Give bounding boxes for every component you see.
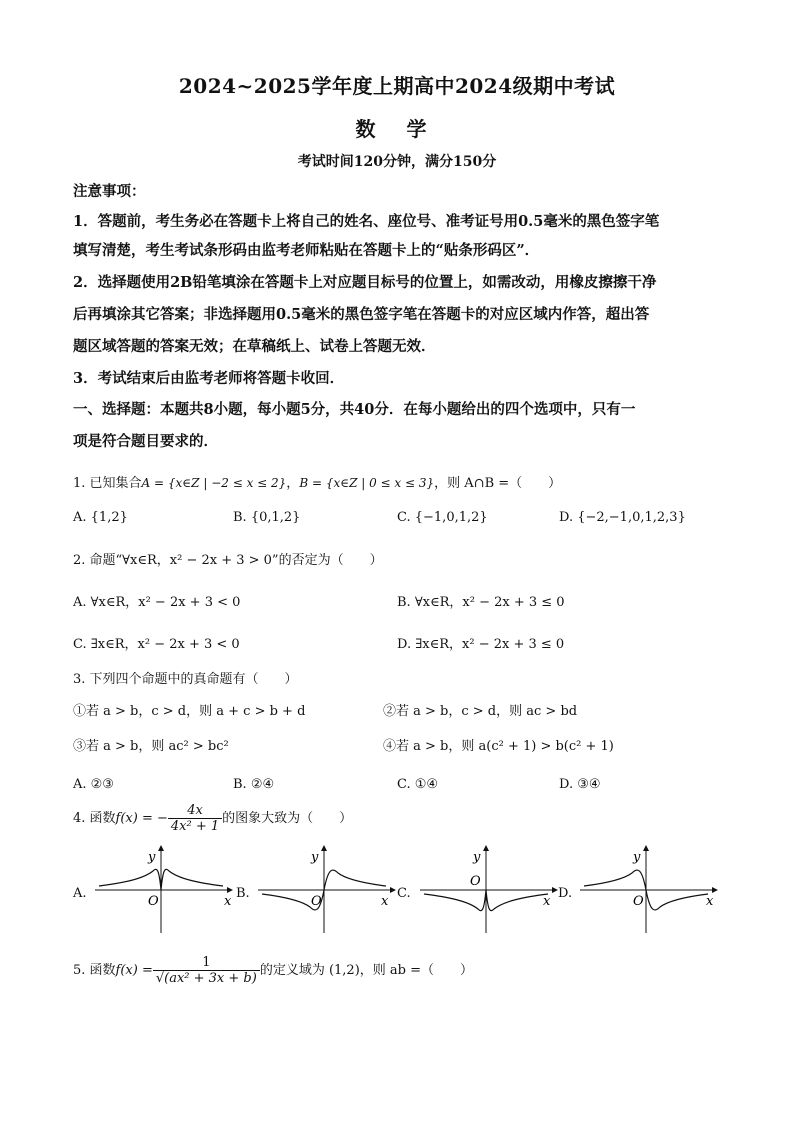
x-axis-arrow-icon xyxy=(552,887,558,893)
x-axis-label: x xyxy=(706,894,714,909)
q5-function: f(x) = xyxy=(115,963,153,978)
q2-option-d[interactable]: D. ∃x∈R，x² − 2x + 3 ≤ 0 xyxy=(397,637,565,652)
y-axis-arrow-icon xyxy=(643,845,649,851)
q2-option-a[interactable]: A. ∀x∈R，x² − 2x + 3 < 0 xyxy=(73,595,241,610)
section-1-line-1: 一、选择题：本题共8小题，每小题5分，共40分．在每小题给出的四个选项中，只有一 xyxy=(73,401,636,418)
q1-option-d[interactable]: D. {−2,−1,0,1,2,3} xyxy=(559,510,686,525)
x-axis-arrow-icon xyxy=(712,887,718,893)
y-axis-label: y xyxy=(633,850,641,865)
y-axis-label: y xyxy=(311,850,319,865)
note-1-line-1: 1．答题前，考生务必在答题卡上将自己的姓名、座位号、准考证号用0.5毫米的黑色签字笔 xyxy=(73,213,660,230)
q4-numerator: 4x xyxy=(168,803,222,819)
x-axis-label: x xyxy=(543,894,551,909)
q1-suffix: ，则 A∩B =（ ） xyxy=(434,476,562,491)
origin-label: O xyxy=(470,874,481,889)
q4-fraction xyxy=(168,803,222,834)
q3-option-b[interactable]: B. ②④ xyxy=(233,777,275,792)
question-1-stem xyxy=(73,474,561,493)
y-axis-label: y xyxy=(148,850,156,865)
q5-suffix: 的定义域为 (1,2)，则 ab =（ ） xyxy=(259,963,474,978)
note-3: 3．考试结束后由监考老师将答题卡收回． xyxy=(73,370,345,387)
q4-prefix: 4. 函数 xyxy=(73,811,116,826)
x-axis-label: x xyxy=(224,894,232,909)
question-5-stem xyxy=(73,955,473,986)
y-axis-arrow-icon xyxy=(321,845,327,851)
q5-prefix: 5. 函数 xyxy=(73,963,116,978)
q1-set-a: A = {x∈Z | −2 ≤ x ≤ 2} xyxy=(141,476,287,490)
origin-label: O xyxy=(311,894,322,909)
q2-option-b[interactable]: B. ∀x∈R，x² − 2x + 3 ≤ 0 xyxy=(397,595,565,610)
q5-numerator: 1 xyxy=(153,955,260,971)
y-axis-arrow-icon xyxy=(158,845,164,851)
x-axis-arrow-icon xyxy=(390,887,396,893)
q4-graph-c[interactable] xyxy=(418,843,558,938)
origin-label: O xyxy=(633,894,644,909)
q1-option-a[interactable]: A. {1,2} xyxy=(73,510,128,525)
q3-proposition-3: ③若 a > b，则 ac² > bc² xyxy=(73,739,229,754)
q3-proposition-4: ④若 a > b，则 a(c² + 1) > b(c² + 1) xyxy=(383,739,614,754)
note-2-line-1: 2．选择题使用2B铅笔填涂在答题卡上对应题目标号的位置上，如需改动，用橡皮擦擦干净 xyxy=(73,274,657,291)
exam-title: 2024~2025学年度上期高中2024级期中考试 xyxy=(178,74,616,98)
note-2-line-3: 题区域答题的答案无效；在草稿纸上、试卷上答题无效． xyxy=(73,338,436,355)
question-3-stem: 3. 下列四个命题中的真命题有（ ） xyxy=(73,672,298,687)
question-4-stem xyxy=(73,803,352,834)
q4-graph-d[interactable] xyxy=(578,843,718,938)
note-1-line-2: 填写清楚，考生考试条形码由监考老师粘贴在答题卡上的“贴条形码区”． xyxy=(73,242,540,259)
q4-option-a-label[interactable]: A. xyxy=(73,886,87,901)
q4-function: f(x) = − xyxy=(115,811,168,826)
x-axis-arrow-icon xyxy=(227,887,233,893)
q3-proposition-1: ①若 a > b，c > d，则 a + c > b + d xyxy=(73,704,306,719)
q3-option-c[interactable]: C. ①④ xyxy=(397,777,439,792)
exam-info: 考试时间120分钟，满分150分 xyxy=(297,154,497,170)
question-2-stem: 2. 命题“∀x∈R，x² − 2x + 3 > 0”的否定为（ ） xyxy=(73,553,383,568)
notes-heading: 注意事项： xyxy=(73,183,146,200)
q4-option-c-label[interactable]: C. xyxy=(397,886,411,901)
origin-label: O xyxy=(148,894,159,909)
subject-title: 数 学 xyxy=(355,117,439,141)
note-2-line-2: 后再填涂其它答案；非选择题用0.5毫米的黑色签字笔在答题卡的对应区域内作答，超出答 xyxy=(73,306,650,323)
y-axis-arrow-icon xyxy=(483,845,489,851)
q4-option-d-label[interactable]: D. xyxy=(558,886,573,901)
q4-suffix: 的图象大致为（ ） xyxy=(222,811,353,826)
q3-option-a[interactable]: A. ②③ xyxy=(73,777,114,792)
q1-set-b: B = {x∈Z | 0 ≤ x ≤ 3} xyxy=(299,476,435,490)
q4-graph-a[interactable] xyxy=(93,843,233,938)
q3-proposition-2: ②若 a > b，c > d，则 ac > bd xyxy=(383,704,578,719)
q5-denominator: √(ax² + 3x + b) xyxy=(155,971,257,986)
q1-sep: ， xyxy=(286,476,300,491)
x-axis-label: x xyxy=(381,894,389,909)
q4-option-b-label[interactable]: B. xyxy=(236,886,250,901)
q5-fraction xyxy=(153,955,260,986)
q1-prefix: 1. 已知集合 xyxy=(73,476,142,491)
q1-option-c[interactable]: C. {−1,0,1,2} xyxy=(397,510,488,525)
q2-option-c[interactable]: C. ∃x∈R，x² − 2x + 3 < 0 xyxy=(73,637,240,652)
q4-graph-b[interactable] xyxy=(256,843,396,938)
q3-option-d[interactable]: D. ③④ xyxy=(559,777,601,792)
q4-denominator: 4x² + 1 xyxy=(170,819,220,834)
q1-option-b[interactable]: B. {0,1,2} xyxy=(233,510,301,525)
section-1-line-2: 项是符合题目要求的． xyxy=(73,433,218,450)
y-axis-label: y xyxy=(473,850,481,865)
